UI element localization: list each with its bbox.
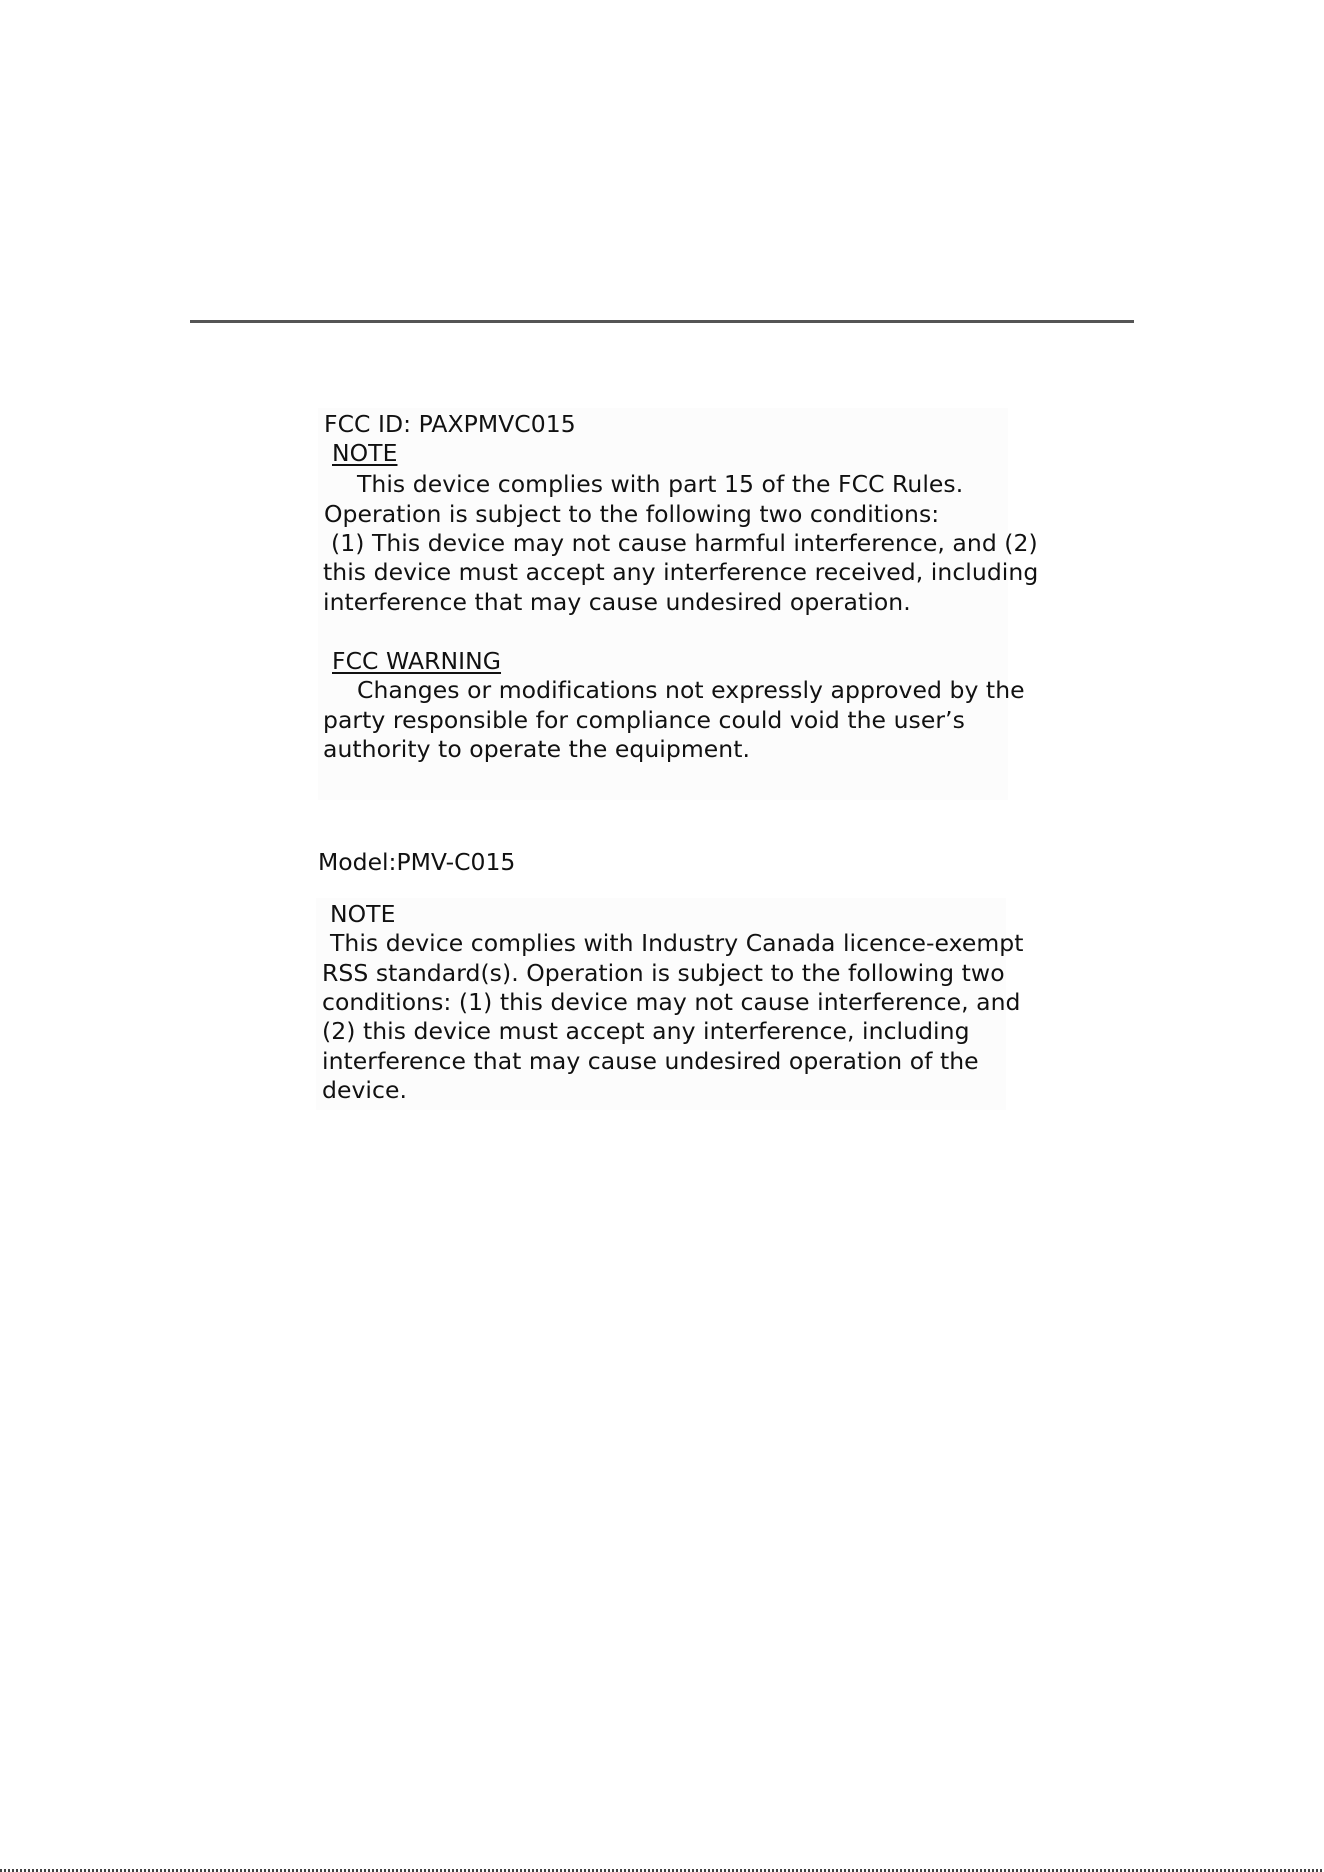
fcc-warning-heading: FCC WARNING [332,647,502,675]
ic-note-line: conditions: (1) this device may not cause interference, and [322,988,1021,1016]
fcc-warning-line: authority to operate the equipment. [323,735,751,763]
ic-note-line: This device complies with Industry Canada licence-exempt [330,929,1024,957]
ic-note-line: device. [322,1076,408,1104]
fcc-note-line: This device complies with part 15 of the FCC Rules. [357,470,964,498]
fcc-id: FCC ID: PAXPMVC015 [324,410,576,438]
fcc-note-line: Operation is subject to the following two conditions: [324,500,940,528]
ic-note-line: RSS standard(s). Operation is subject to the following two [322,959,1005,987]
ic-note-line: (2) this device must accept any interference, including [322,1017,970,1045]
fcc-warning-line: Changes or modifications not expressly approved by the [357,676,1025,704]
fcc-warning-line: party responsible for compliance could void the user’s [323,706,965,734]
fcc-note-line: this device must accept any interference received, including [323,558,1039,586]
ic-note-line: interference that may cause undesired operation of the [322,1047,979,1075]
header-divider [190,320,1134,323]
model-number: Model:PMV-C015 [318,848,516,876]
ic-note-heading: NOTE [330,900,396,928]
fcc-note-heading: NOTE [332,439,398,467]
fcc-note-line: interference that may cause undesired operation. [323,588,911,616]
fcc-note-line: (1) This device may not cause harmful interference, and (2) [331,529,1038,557]
